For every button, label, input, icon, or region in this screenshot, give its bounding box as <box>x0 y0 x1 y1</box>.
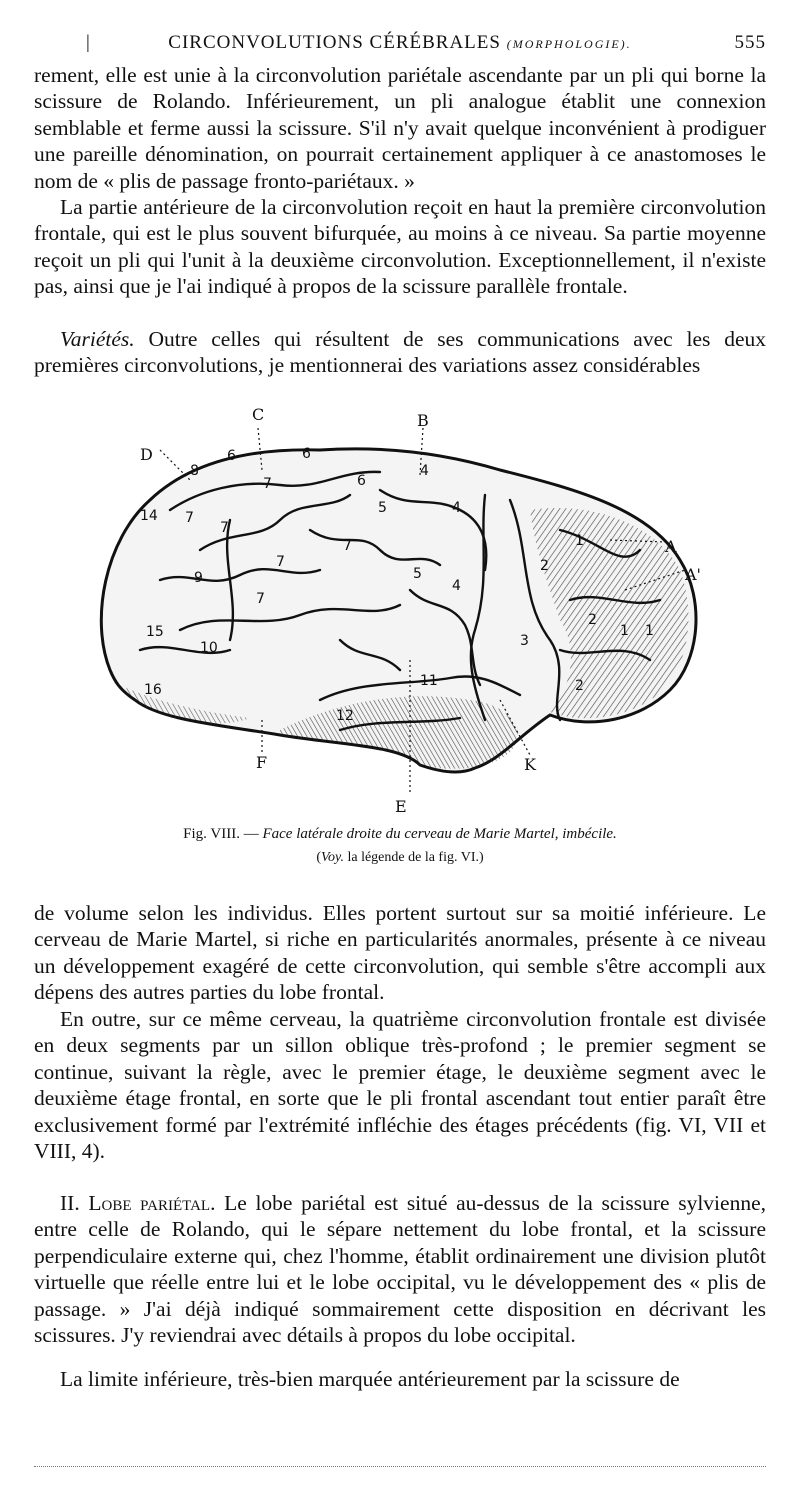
figure-label-2: 2 <box>540 558 549 574</box>
paragraph-varietes <box>34 326 766 379</box>
brain-figure <box>80 400 730 820</box>
figure-label-12: 12 <box>336 708 354 724</box>
figure-label-7: 7 <box>220 520 229 536</box>
figure-label-F: F <box>256 753 268 772</box>
figure-label-E: E <box>395 797 407 816</box>
figure-caption-note <box>34 850 766 866</box>
paragraph-3: de volume selon les individus. Elles portent surtout sur sa moitié inférieure. Le cerveau de Marie Martel, si riche en particularités anormales, présente à ce niveau un développement exagéré de cette circonvolution, qui semble s'être accompli aux dépens des autres parties du lobe frontal. <box>34 901 766 1005</box>
figure-label-7: 7 <box>185 510 194 526</box>
figure-label-1: 1 <box>645 623 654 639</box>
figure-label-8: 8 <box>190 463 199 479</box>
paragraph-lobe-parietal <box>34 1190 766 1348</box>
figure-caption-prefix: Fig. VIII. — <box>183 826 263 842</box>
varietes-lead: Variétés. <box>60 327 135 351</box>
figure-label-7: 7 <box>263 476 272 492</box>
figure-label-5: 5 <box>413 566 422 582</box>
figure-label-15: 15 <box>146 624 164 640</box>
figure-label-A: A <box>665 537 677 556</box>
lobe-parietal-heading: II. Lobe pariétal. <box>60 1191 216 1215</box>
running-head-title-sub: (MORPHOLOGIE). <box>506 37 632 51</box>
figure-label-10: 10 <box>200 640 218 656</box>
figure-label-K: K <box>524 755 536 774</box>
paragraph-4: En outre, sur ce même cerveau, la quatrième circonvolution frontale est divisée en deux segments par un sillon oblique très-profond ; le premier segment se continue, suivant la règle, avec le premier étage, le deuxième segment avec le deuxième étage frontal, en sorte que le pli frontal ascendant tout entier paraît être exclusivement formé par l'extrémité infléchie des étages précédents (fig. VI, VII et VIII, 4). <box>34 1007 766 1164</box>
figure-note-rest: la légende de la fig. VI.) <box>343 850 484 865</box>
figure-caption-title: Face latérale droite du cerveau de Marie Martel, imbécile. <box>262 826 617 842</box>
figure-label-4: 4 <box>452 500 461 516</box>
footer-dotted-rule <box>34 1466 766 1467</box>
figure-label-2: 2 <box>575 678 584 694</box>
figure-label-4: 4 <box>420 463 429 479</box>
page-number: 555 <box>734 32 766 53</box>
figure-note-italic: Voy. <box>321 850 344 865</box>
figure-label-7: 7 <box>256 591 265 607</box>
running-head-mark: | <box>86 32 91 53</box>
figure-note-open: ( <box>316 850 322 865</box>
varietes-text: Outre celles qui résultent de ses communications avec les deux premières circonvolutions, je mentionnerai des variations assez considérables <box>34 327 766 378</box>
figure-label-2: 2 <box>588 612 597 628</box>
paragraph-1: rement, elle est unie à la circonvolution pariétale ascendante par un pli qui borne la scissure de Rolando. Inférieurement, un pli analogue établit une connexion semblable et ferme aussi la scissure. S'il n'y avait quelque inconvénient à prodiguer une pareille dénomination, on pourrait certainement appliquer à ce anastomoses le nom de « plis de passage fronto-pariétaux. » <box>34 63 766 193</box>
figure-label-5: 5 <box>378 500 387 516</box>
figure-label-6: 6 <box>357 473 366 489</box>
figure-label-6: 6 <box>227 448 236 464</box>
figure-label-7: 7 <box>343 538 352 554</box>
lobe-parietal-text: Le lobe pariétal est situé au-dessus de la scissure sylvienne, entre celle de Rolando, qui le sépare nettement du lobe frontal, et la scissure perpendiculaire externe qui, chez l'homme, établit ordinairement une division plutôt virtuelle que réelle entre lui et le lobe occipital, vu le développement des « plis de passage. » J'ai déjà indiqué sommairement cette disposition en décrivant les scissures. J'y reviendrai avec détails à propos du lobe occipital. <box>34 1191 766 1348</box>
figure-label-4: 4 <box>452 578 461 594</box>
figure-label-6: 6 <box>302 446 311 462</box>
figure-label-9: 9 <box>194 570 203 586</box>
paragraph-2: La partie antérieure de la circonvolution reçoit en haut la première circonvolution frontale, qui est le plus souvent bifurquée, au moins à ce niveau. Sa partie moyenne reçoit un pli qui l'unit à la deuxième circonvolution. Exceptionnellement, il n'existe pas, ainsi que je l'ai indiqué à propos de la scissure parallèle frontale. <box>34 195 766 299</box>
figure-label-1: 1 <box>620 623 629 639</box>
figure-label-C: C <box>252 405 265 424</box>
figure-label-A-prime: A' <box>685 565 701 584</box>
running-head-title-main: CIRCONVOLUTIONS CÉRÉBRALES <box>168 32 501 53</box>
figure-label-1: 1 <box>575 533 584 549</box>
figure-label-D: D <box>140 445 153 464</box>
figure-label-16: 16 <box>144 682 162 698</box>
paragraph-last-line: La limite inférieure, très-bien marquée antérieurement par la scissure de <box>60 1367 680 1391</box>
figure-label-7: 7 <box>276 554 285 570</box>
figure-label-B: B <box>417 411 429 430</box>
running-head <box>34 32 766 58</box>
figure-label-11: 11 <box>420 673 438 689</box>
figure-label-14: 14 <box>140 508 158 524</box>
figure-caption <box>34 826 766 843</box>
running-head-title <box>34 32 766 54</box>
figure-label-3: 3 <box>520 633 529 649</box>
